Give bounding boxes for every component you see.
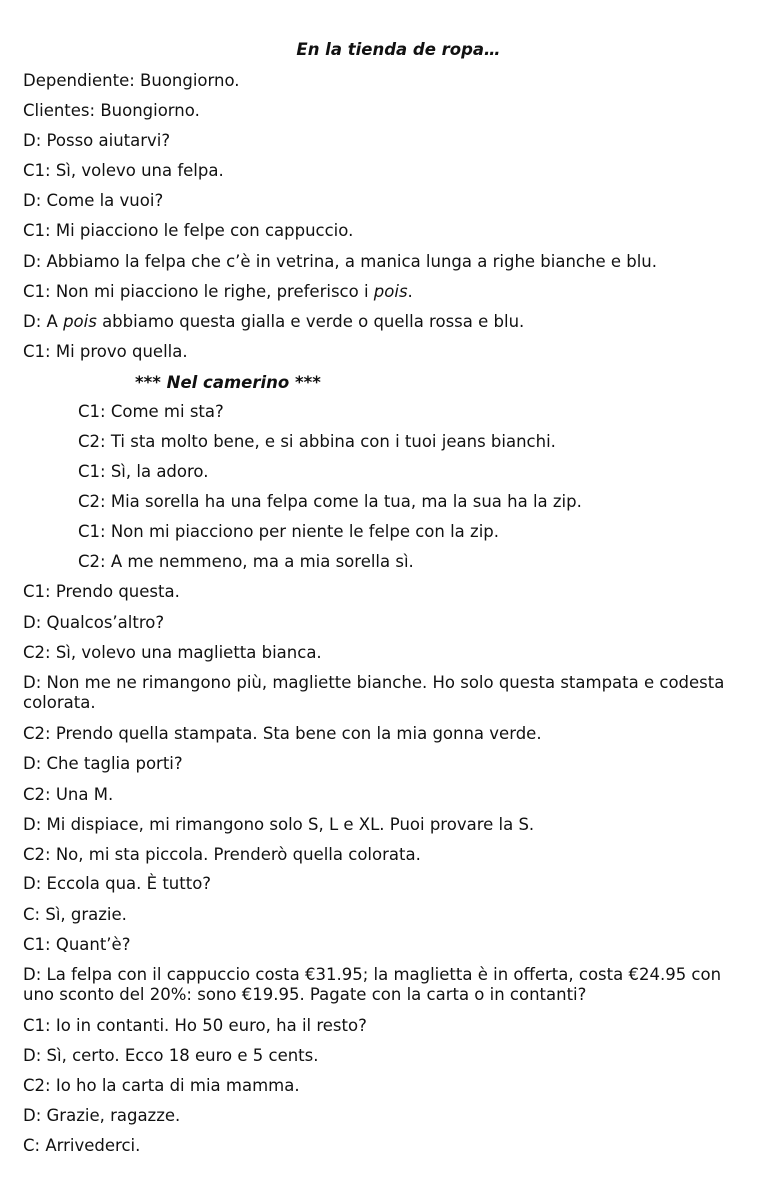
speaker: C1: xyxy=(78,402,106,421)
speaker: Dependiente: xyxy=(23,71,135,90)
dialogue-line xyxy=(23,131,170,151)
dialogue-line xyxy=(23,1106,180,1126)
line-text: Mi provo quella. xyxy=(55,342,188,361)
line-text: Quant’è? xyxy=(55,935,131,954)
speaker: C1: xyxy=(23,582,51,601)
speaker: C2: xyxy=(78,552,106,571)
line-text: A xyxy=(46,312,58,331)
dialogue-line xyxy=(23,161,224,181)
italic-word: pois xyxy=(373,282,408,301)
line-text: Come la vuoi? xyxy=(46,191,164,210)
speaker: C1: xyxy=(23,935,51,954)
dialogue-line xyxy=(23,785,113,805)
line-text: Prendo questa. xyxy=(55,582,180,601)
line-text: abbiamo questa gialla e verde o quella rossa e blu. xyxy=(102,312,525,331)
line-text: Buongiorno. xyxy=(100,101,200,120)
line-text: Sì, grazie. xyxy=(45,905,127,924)
dialogue-line xyxy=(23,905,127,925)
dialogue-line xyxy=(23,221,353,241)
line-text: Eccola qua. È tutto? xyxy=(46,874,212,893)
line-text: La felpa con il cappuccio costa €31.95; la maglietta è in offerta, costa €24.95 con uno sconto del 20%: sono €19.95. Pagate con la carta o in contanti? xyxy=(23,965,722,1004)
speaker: D: xyxy=(23,874,42,893)
speaker: C2: xyxy=(78,492,106,511)
dialogue-line xyxy=(78,492,582,512)
line-text: A me nemmeno, ma a mia sorella sì. xyxy=(110,552,414,571)
speaker: C: xyxy=(23,1136,41,1155)
speaker: C1: xyxy=(23,161,51,180)
dialogue-line xyxy=(23,1046,318,1066)
dialogue-line xyxy=(23,191,163,211)
line-text: Non mi piacciono le righe, preferisco i xyxy=(55,282,369,301)
line-text: Una M. xyxy=(55,785,114,804)
dialogue-line xyxy=(23,312,524,332)
dialogue-line xyxy=(23,935,130,955)
line-text: Sì, la adoro. xyxy=(110,462,209,481)
speaker: D: xyxy=(23,613,42,632)
line-text: Mia sorella ha una felpa come la tua, ma la sua ha la zip. xyxy=(110,492,582,511)
speaker: C2: xyxy=(23,643,51,662)
line-text: Grazie, ragazze. xyxy=(46,1106,181,1125)
speaker: D: xyxy=(23,191,42,210)
speaker: Clientes: xyxy=(23,101,96,120)
speaker: D: xyxy=(23,131,42,150)
dialogue-line xyxy=(23,342,188,362)
line-text: Mi piacciono le felpe con cappuccio. xyxy=(55,221,354,240)
section-heading xyxy=(135,371,321,395)
speaker: C2: xyxy=(78,432,106,451)
line-text: Buongiorno. xyxy=(140,71,240,90)
dialogue-line xyxy=(78,522,499,542)
line-text: Io ho la carta di mia mamma. xyxy=(55,1076,300,1095)
speaker: D: xyxy=(23,815,42,834)
dialogue-line xyxy=(23,1076,300,1096)
speaker: D: xyxy=(23,965,42,984)
dialogue-line xyxy=(23,673,753,713)
speaker: D: xyxy=(23,754,42,773)
dialogue-line xyxy=(78,552,414,572)
line-text: Come mi sta? xyxy=(110,402,224,421)
dialogue-line xyxy=(23,1016,367,1036)
dialogue-line xyxy=(23,1136,140,1156)
line-text: Arrivederci. xyxy=(45,1136,141,1155)
speaker: D: xyxy=(23,312,42,331)
speaker: D: xyxy=(23,673,42,692)
line-text: Posso aiutarvi? xyxy=(46,131,171,150)
document-title: En la tienda de ropa… xyxy=(296,40,501,59)
line-text: Non me ne rimangono più, magliette bianche. Ho solo questa stampata e codesta colorata. xyxy=(23,673,725,712)
line-text: Non mi piacciono per niente le felpe con la zip. xyxy=(110,522,499,541)
dialogue-line xyxy=(23,613,164,633)
line-text: . xyxy=(407,282,413,301)
dialogue-line xyxy=(23,754,183,774)
dialogue-line xyxy=(23,845,421,865)
speaker: C2: xyxy=(23,724,51,743)
dialogue-line xyxy=(78,402,224,422)
dialogue-line xyxy=(23,282,413,302)
speaker: C1: xyxy=(23,1016,51,1035)
speaker: C1: xyxy=(23,282,51,301)
dialogue-line xyxy=(23,582,180,602)
speaker: D: xyxy=(23,1106,42,1125)
speaker: C2: xyxy=(23,785,51,804)
speaker: C1: xyxy=(78,522,106,541)
line-text: No, mi sta piccola. Prenderò quella colorata. xyxy=(55,845,421,864)
line-text: Mi dispiace, mi rimangono solo S, L e XL. Puoi provare la S. xyxy=(46,815,535,834)
line-text: Sì, certo. Ecco 18 euro e 5 cents. xyxy=(46,1046,319,1065)
speaker: D: xyxy=(23,1046,42,1065)
dialogue-line xyxy=(23,724,542,744)
line-text: Qualcos’altro? xyxy=(46,613,165,632)
speaker: C1: xyxy=(23,221,51,240)
section-label: Nel camerino xyxy=(166,373,290,392)
speaker: C1: xyxy=(23,342,51,361)
line-text: Sì, volevo una maglietta bianca. xyxy=(55,643,322,662)
dialogue-line xyxy=(78,462,208,482)
speaker: C1: xyxy=(78,462,106,481)
line-text: Abbiamo la felpa che c’è in vetrina, a manica lunga a righe bianche e blu. xyxy=(46,252,658,271)
line-text: Che taglia porti? xyxy=(46,754,183,773)
section-stars-left: *** xyxy=(135,373,161,392)
dialogue-line xyxy=(23,101,200,121)
line-text: Sì, volevo una felpa. xyxy=(55,161,224,180)
section-stars-right: *** xyxy=(294,373,321,392)
dialogue-line xyxy=(78,432,556,452)
line-text: Io in contanti. Ho 50 euro, ha il resto? xyxy=(55,1016,367,1035)
dialogue-line xyxy=(23,71,240,91)
dialogue-line xyxy=(23,815,534,835)
dialogue-line xyxy=(23,874,211,894)
dialogue-line xyxy=(23,252,657,272)
speaker: C: xyxy=(23,905,41,924)
dialogue-line xyxy=(23,643,322,663)
speaker: C2: xyxy=(23,845,51,864)
speaker: D: xyxy=(23,252,42,271)
line-text: Prendo quella stampata. Sta bene con la mia gonna verde. xyxy=(55,724,542,743)
dialogue-line xyxy=(23,965,753,1005)
italic-word: pois xyxy=(63,312,97,331)
line-text: Ti sta molto bene, e si abbina con i tuoi jeans bianchi. xyxy=(110,432,556,451)
speaker: C2: xyxy=(23,1076,51,1095)
